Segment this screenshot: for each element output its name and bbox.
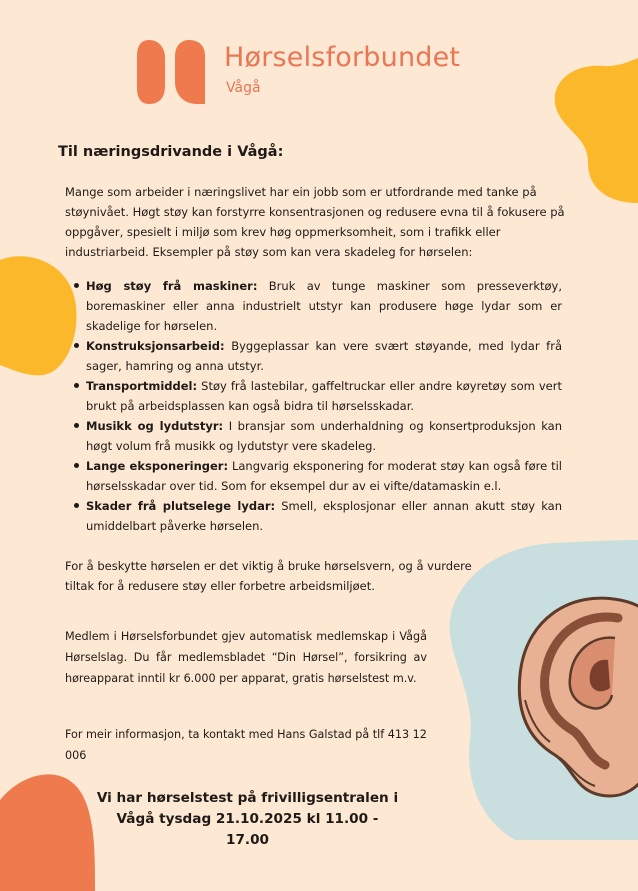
- hazard-term: Skader frå plutselege lydar:: [86, 499, 276, 513]
- ear-icon: [500, 590, 638, 800]
- hazard-text: I bransjar som underhaldning og konsertproduksjon kan høgt volum frå musikk og lydutstyr vere skadeleg.: [86, 419, 562, 453]
- hazard-term: Konstruksjonsarbeid:: [86, 339, 225, 353]
- hazard-text: Bruk av tunge maskiner som presseverktøy, boremaskiner eller anna industrielt utstyr kan produsere høge lydar som er skadelige for hørselen.: [86, 279, 562, 333]
- list-item: [86, 456, 562, 496]
- contact-paragraph: For meir informasjon, ta kontakt med Hans Galstad på tlf 413 12 006: [65, 728, 427, 762]
- hazard-text: Støy frå lastebilar, gaffeltruckar eller andre køyretøy som vert brukt på arbeidsplassen kan også bidra til hørselsskadar.: [86, 379, 562, 413]
- page-heading: Til næringsdrivande i Vågå:: [58, 144, 284, 160]
- hazard-term: Transportmiddel:: [86, 379, 198, 393]
- event-announcement: Vi har hørselstest på frivilligsentralen i Vågå tysdag 21.10.2025 kl 11.00 - 17.00: [96, 790, 399, 848]
- list-item: [86, 416, 562, 456]
- yellow-blob-left: [0, 255, 80, 380]
- hazard-term: Musikk og lydutstyr:: [86, 419, 224, 433]
- hazard-text: Smell, eksplosjonar eller annan akutt støy kan umiddelbart påverke hørselen.: [86, 499, 562, 533]
- hazard-term: Høg støy frå maskiner:: [86, 279, 258, 293]
- brand-local-chapter: Vågå: [226, 80, 261, 96]
- list-item: [86, 276, 562, 336]
- list-item: [86, 336, 562, 376]
- orange-blob-bottom-left: [0, 770, 100, 891]
- hazard-text: Byggeplassar kan vere svært støyande, med lydar frå sager, hamring og anna utstyr.: [86, 339, 562, 373]
- hazard-term: Lange eksponeringer:: [86, 459, 229, 473]
- membership-paragraph: Medlem i Hørselsforbundet gjev automatisk medlemskap i Vågå Hørselslag. Du får medlemsbladet “Din Hørsel”, forsikring av høreapparat inntil kr 6.000 per apparat, gratis hørselstest m.v.: [65, 630, 427, 685]
- brand-name: Hørselsforbundet: [224, 42, 461, 73]
- list-item: [86, 496, 562, 536]
- hazard-text: Langvarig eksponering for moderat støy kan også føre til hørselsskadar over tid. Som for eksempel dur av ei vifte/datamaskin e.l.: [86, 459, 562, 493]
- list-item: [86, 376, 562, 416]
- intro-paragraph: Mange som arbeider i næringslivet har ein jobb som er utfordrande med tanke på støynivået. Høgt støy kan forstyrre konsentrasjonen og redusere evna til å fokusere på oppgåver, spesielt i miljø som krev høg oppmerksomheit, som i trafikk eller industriarbeid. Eksempler på støy som kan vera skadeleg for hørselen:: [65, 185, 565, 259]
- hazard-list: [86, 276, 562, 536]
- hoerselsforbundet-logo-icon: [137, 38, 207, 106]
- closing-paragraph: For å beskytte hørselen er det viktig å bruke hørselsvern, og å vurdere tiltak for å redusere støy eller forbetre arbeidsmiljøet.: [65, 559, 472, 593]
